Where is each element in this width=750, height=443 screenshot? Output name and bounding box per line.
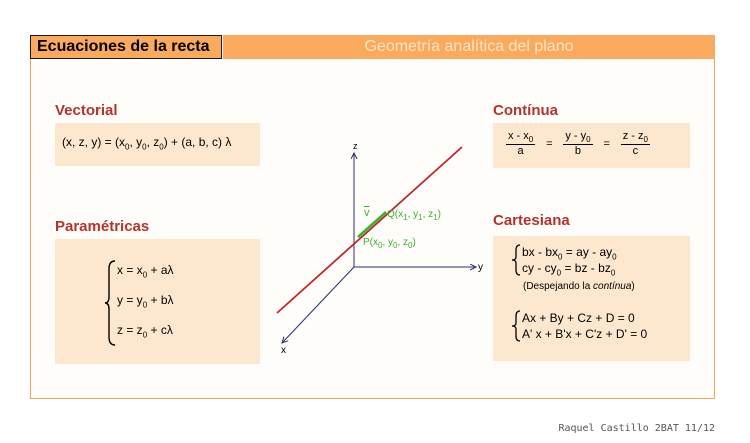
vectorial-equation: (x, z, $y) = (x_0$, $y_0$, $z_0) + (a$, b, c) λ bbox=[62, 135, 232, 152]
cartesiana-brace-2 bbox=[510, 310, 522, 342]
cartesiana-row-1: bx - $bx_0$ = ay - $ay_0$ bbox=[522, 245, 617, 262]
vectorial-heading: Vectorial bbox=[55, 102, 118, 119]
parametric-x: $x = x_0 + a\lambda$ bbox=[117, 263, 174, 280]
continua-equation bbox=[506, 130, 650, 157]
cartesiana-note: (Despejando la contínua) bbox=[523, 281, 635, 292]
parametricas-brace bbox=[103, 259, 117, 347]
cartesiana-row-3: Ax + By + Cz + D = 0 bbox=[522, 311, 635, 325]
z-axis-label: z bbox=[353, 141, 358, 151]
point-q-label: $Q(x_1$, $y_1$, $z_1$) bbox=[387, 209, 441, 222]
parametric-y: $y = y_0 + b\lambda$ bbox=[117, 293, 174, 310]
title-label: Ecuaciones de la recta bbox=[30, 35, 222, 59]
x-axis bbox=[282, 267, 354, 343]
continua-heading: Contínua bbox=[493, 102, 558, 119]
fraction-y: $\frac{y - y_0}{b}$ bbox=[565, 130, 591, 158]
parametricas-heading: Paramétricas bbox=[55, 218, 150, 235]
fraction-x: $\frac{x - x_0}{a}$ bbox=[508, 130, 534, 158]
cartesiana-brace-1 bbox=[510, 244, 522, 276]
subtitle-banner: Geometría analítica del plano bbox=[223, 35, 715, 59]
fraction-z: $\frac{z - z_0}{c}$ bbox=[622, 130, 648, 158]
footer-credit: Raquel Castillo 2BAT 11/12 bbox=[558, 423, 715, 434]
parametric-z: $z = z_0 + c\lambda$ bbox=[117, 323, 173, 340]
red-line bbox=[277, 147, 462, 313]
vector-label: $\overline{v}$ bbox=[364, 207, 370, 219]
cartesiana-row-4: A' x + B'x + C'z + D' = 0 bbox=[522, 327, 648, 341]
equals-sign: = bbox=[603, 137, 610, 150]
cartesiana-heading: Cartesiana bbox=[493, 212, 570, 229]
direction-segment bbox=[358, 212, 386, 237]
cartesiana-row-2: cy - $cy_0$ = bz - $bz_0$ bbox=[522, 261, 616, 278]
point-p-label: $P(x_0$, $y_0$, $z_0$) bbox=[363, 237, 416, 250]
y-axis-label: y bbox=[478, 262, 483, 273]
x-axis-label: x bbox=[281, 345, 286, 356]
equals-sign: = bbox=[546, 137, 553, 150]
